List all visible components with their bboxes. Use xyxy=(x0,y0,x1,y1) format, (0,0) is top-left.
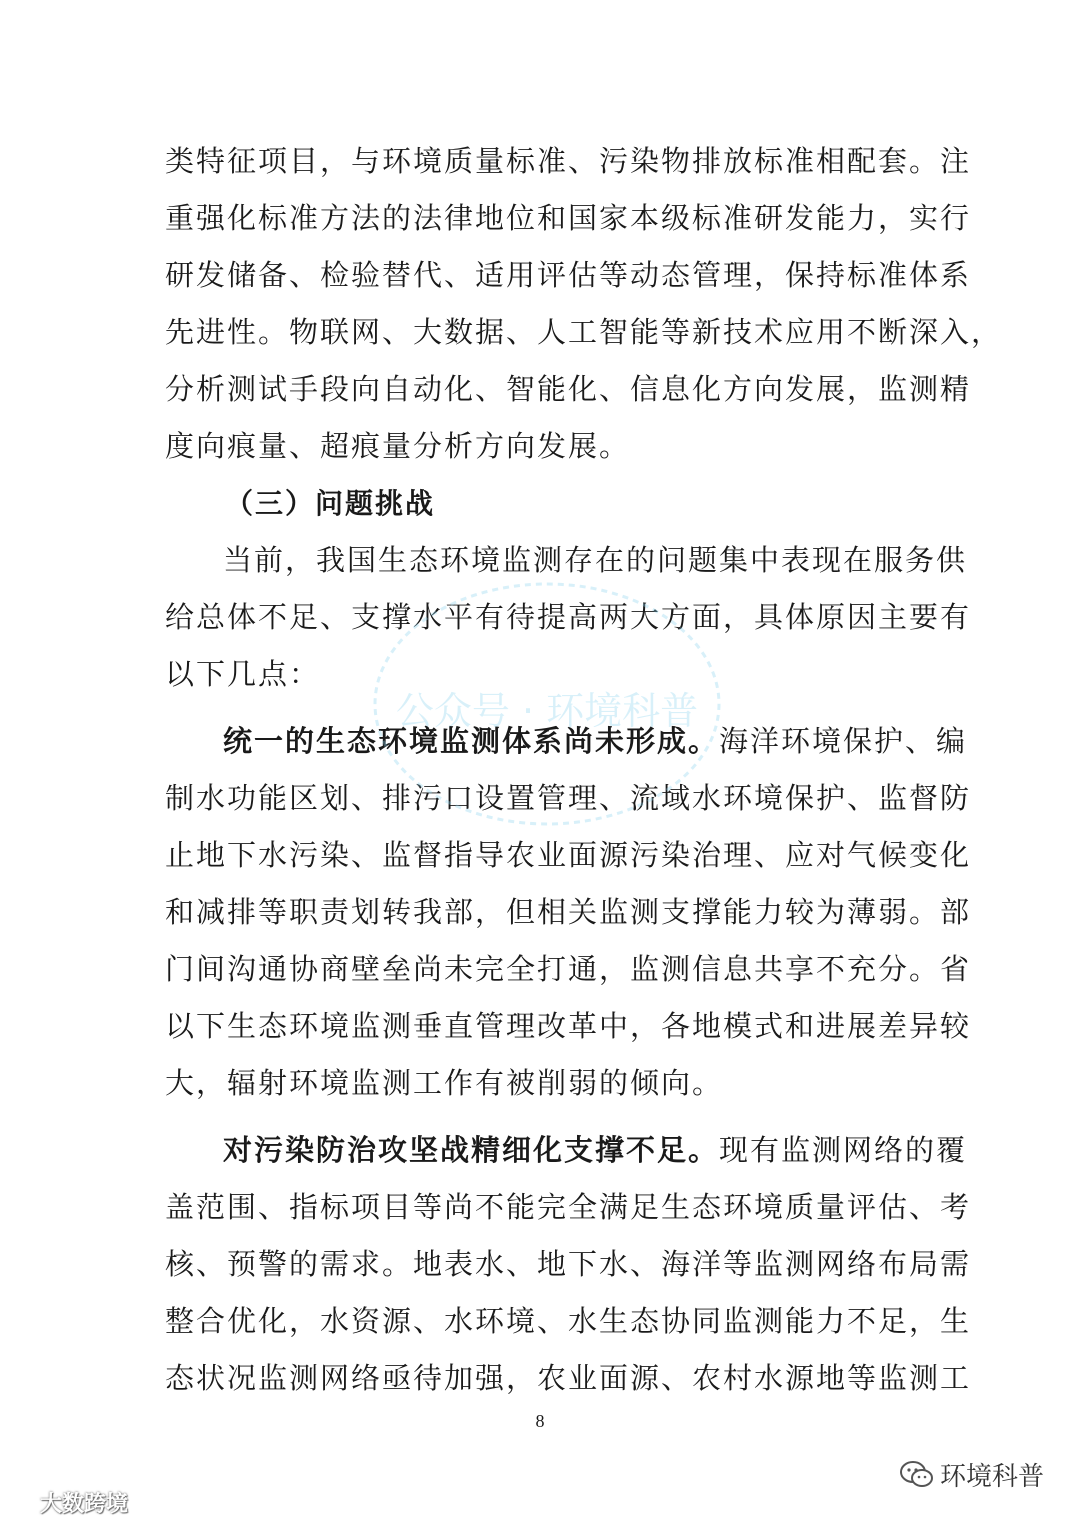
text-line: 大，辐射环境监测工作有被削弱的倾向。 xyxy=(165,1066,724,1100)
text-line: 先进性。物联网、大数据、人工智能等新技术应用不断深入， xyxy=(165,315,1003,349)
point-text: 海洋环境保护、编 xyxy=(719,724,968,758)
point-first-line xyxy=(223,1122,968,1179)
text-line: 和减排等职责划转我部，但相关监测支撑能力较为薄弱。部 xyxy=(165,895,972,929)
text-line: 态状况监测网络亟待加强，农业面源、农村水源地等监测工 xyxy=(165,1361,972,1395)
text-line: 以下生态环境监测垂直管理改革中，各地模式和进展差异较 xyxy=(165,1009,972,1043)
brand-name: 环境科普 xyxy=(939,1462,1044,1492)
text-line: 盖范围、指标项目等尚不能完全满足生态环境质量评估、考 xyxy=(165,1190,972,1224)
text-line: 核、预警的需求。地表水、地下水、海洋等监测网络布局需 xyxy=(165,1247,972,1281)
section-title: （三）问题挑战 xyxy=(225,487,436,520)
text-line: 研发储备、检验替代、适用评估等动态管理，保持标准体系 xyxy=(165,258,972,292)
text-line: 给总体不足、支撑水平有待提高两大方面，具体原因主要有 xyxy=(165,600,972,634)
text-line: 制水功能区划、排污口设置管理、流域水环境保护、监督防 xyxy=(165,781,972,815)
text-line: 分析测试手段向自动化、智能化、信息化方向发展，监测精 xyxy=(165,372,972,406)
watermark-text: 公众号 · 环境科普 xyxy=(395,689,699,733)
text-line: 度向痕量、超痕量分析方向发展。 xyxy=(165,429,631,463)
text-line: 以下几点： xyxy=(165,657,321,691)
corner-watermark-text: 大数跨境 xyxy=(40,1492,129,1517)
text-line: 重强化标准方法的法律地位和国家本级标准研发能力，实行 xyxy=(165,201,972,235)
brand-watermark xyxy=(900,1456,1044,1493)
text-line: 整合优化，水资源、水环境、水生态协同监测能力不足，生 xyxy=(165,1304,972,1338)
point-heading: 对污染防治攻坚战精细化支撑不足。 xyxy=(223,1133,720,1167)
point-text: 现有监测网络的覆 xyxy=(719,1133,968,1167)
point-first-line xyxy=(223,713,968,770)
point-heading: 统一的生态环境监测体系尚未形成。 xyxy=(223,724,720,758)
text-line: 当前，我国生态环境监测存在的问题集中表现在服务供 xyxy=(223,543,968,577)
weibo-icon xyxy=(6,1491,36,1515)
text-line: 类特征项目，与环境质量标准、污染物排放标准相配套。注 xyxy=(165,144,972,178)
page-number: 8 xyxy=(535,1411,545,1431)
text-line: 门间沟通协商壁垒尚未完全打通，监测信息共享不充分。省 xyxy=(165,952,972,986)
wechat-icon xyxy=(900,1460,934,1490)
body-text xyxy=(165,133,1003,1407)
corner-watermark xyxy=(6,1487,128,1518)
text-line: 止地下水污染、监督指导农业面源污染治理、应对气候变化 xyxy=(165,838,972,872)
